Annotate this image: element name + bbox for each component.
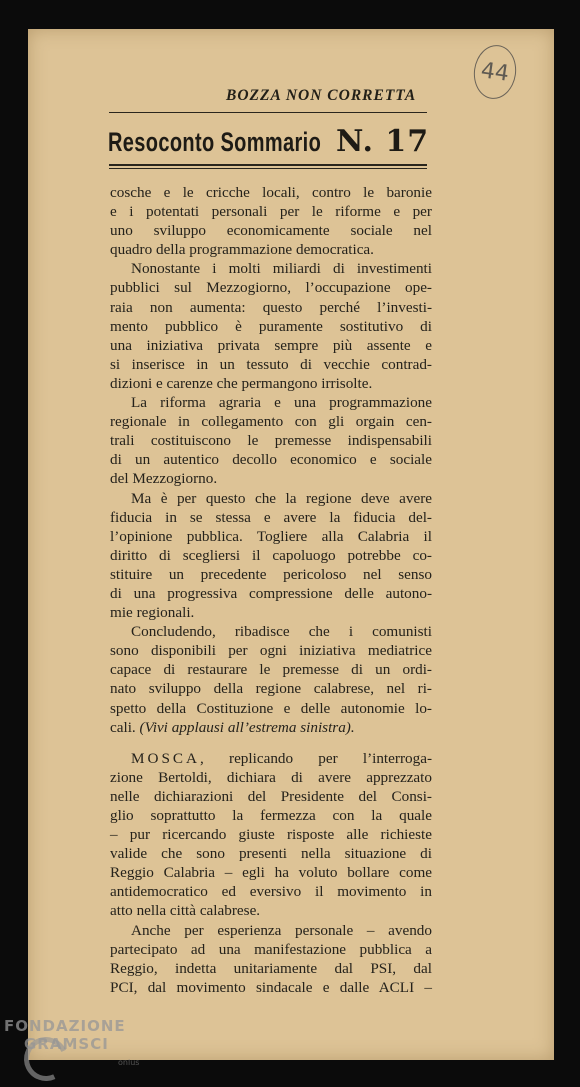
text-line: si inserisce in un tessuto di vecchie contrad- [110, 355, 432, 373]
text-line: valide che sono presenti nella situazione di [110, 845, 432, 863]
text-line: mento pubblico è puramente sostitutivo di [110, 317, 432, 335]
text-line: Concludendo, ribadisce che i comunisti [131, 623, 432, 641]
document-title [108, 120, 438, 168]
text-line: di un autentico decollo economico e sociale [110, 451, 432, 469]
text-line: nato sviluppo della regione calabrese, nel ri- [110, 680, 432, 698]
text-line: diritto di scegliersi il capoluogo potrebbe co- [110, 546, 432, 564]
text-line: zione Bertoldi, dichiara di avere apprezzato [110, 768, 432, 786]
text-fragment: cali. [110, 718, 136, 736]
text-line: stituire un precedente pericoloso nel senso [110, 565, 432, 583]
text-line: La riforma agraria e una programmazione [131, 394, 432, 412]
header-rule-top [109, 112, 427, 113]
text-line: capace di restaurare le premesse di un ordi- [110, 661, 432, 679]
header-rule-bottom-thin [109, 168, 427, 169]
text-line: sono disponibili per ogni iniziativa mediatrice [110, 642, 432, 660]
text-line: antidemocratico ed eversivo il movimento in [110, 883, 432, 901]
text-line: mie regionali. [110, 604, 195, 622]
text-line: e i potentati personali per le riforme e per [110, 203, 432, 221]
watermark-line-2: GRAMSCI [24, 1035, 109, 1053]
text-line: del Mezzogiorno. [110, 470, 218, 488]
text-line: trali costituiscono le premesse indispensabili [110, 432, 432, 450]
report-number: N. 17 [336, 124, 430, 159]
text-line: Reggio Calabria – egli ha voluto bollare come [110, 864, 432, 882]
text-line: regionale in collegamento con gli orgain cen- [110, 413, 432, 431]
text-line: uno sviluppo economicamente sociale nel [110, 222, 432, 240]
text-line: Anche per esperienza personale – avendo [131, 921, 432, 939]
archive-watermark [4, 1017, 144, 1053]
text-line: Nonostante i molti miliardi di investimenti [131, 260, 432, 278]
text-line: atto nella città calabrese. [110, 902, 261, 920]
text-line: Reggio, indetta unitariamente dal PSI, dal [110, 959, 432, 977]
handwritten-page-number: 44 [470, 42, 519, 101]
header-rule-bottom [109, 164, 427, 166]
watermark-subtitle: onlus [118, 1058, 140, 1067]
text-line [110, 749, 432, 768]
stage-direction: (Vivi applausi all’estrema sinistra). [139, 718, 355, 736]
text-line: cosche e le cricche locali, contro le baronie [110, 184, 432, 201]
text-line: raia non aumenta: questo perché l’investi- [110, 298, 432, 316]
text-line: PCI, dal movimento sindacale e dalle ACLI – [110, 978, 432, 996]
watermark-line-1: FONDAZIONE [4, 1017, 126, 1035]
text-line: l’opinione pubblica. Togliere alla Calabria il [110, 527, 432, 545]
text-line: – pur ricercando giuste risposte alle richieste [110, 826, 432, 844]
title-text: Resoconto Sommario [108, 127, 322, 157]
text-line [110, 718, 432, 737]
text-line: dizioni e carenze che permangono irrisolte. [110, 374, 373, 392]
paragraph-gap [110, 737, 432, 749]
speaker-name: MOSCA [131, 749, 201, 767]
text-line: Ma è per questo che la regione deve avere [131, 489, 432, 507]
body-text [110, 183, 432, 997]
text-line: pubblici sul Mezzogiorno, l’occupazione ope- [110, 279, 432, 297]
text-line: di una progressiva compressione delle autono- [110, 584, 432, 602]
draft-label: BOZZA NON CORRETTA [226, 87, 417, 104]
text-fragment: , replicando per l’interroga- [200, 749, 432, 767]
text-line: fiducia in se stessa e avere la fiducia del- [110, 508, 432, 526]
text-line: quadro della programmazione democratica. [110, 241, 374, 259]
text-line: spetto della Costituzione e delle autonomie lo- [110, 699, 432, 717]
text-line: glio soprattutto la fermezza con la quale [110, 807, 432, 824]
text-line: partecipato ad una manifestazione pubblica a [110, 940, 432, 958]
text-line: nelle dichiarazioni del Presidente del Consi- [110, 787, 432, 805]
text-line: una iniziativa privata sempre più assente e [110, 336, 432, 354]
